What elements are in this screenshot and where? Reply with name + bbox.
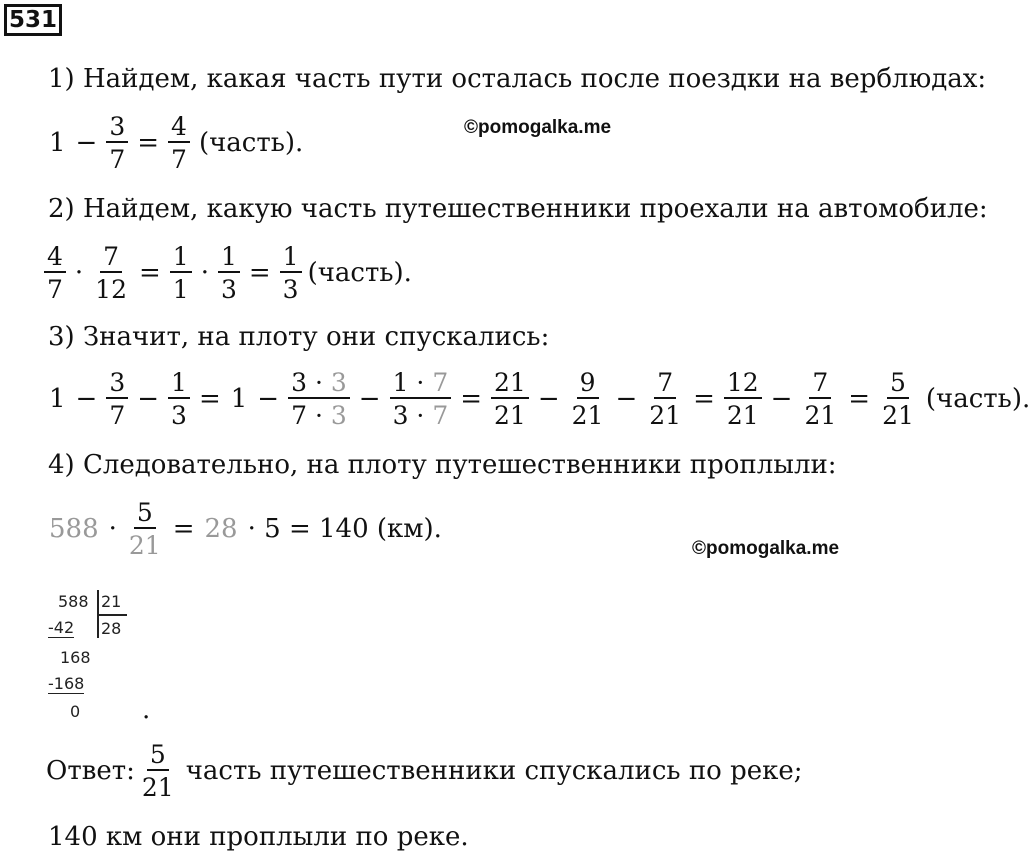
answer-text-2: 140 км они проплыли по реке. [48, 822, 469, 852]
subtrahend: -168 [48, 674, 85, 693]
dot-operator: · [74, 258, 84, 288]
answer-text: часть путешественники спускались по реке; [185, 756, 803, 786]
equals-sign: = [198, 384, 221, 414]
answer-line [46, 738, 808, 804]
fraction: $\frac{21}{21}$ [491, 370, 529, 428]
result-text: · 5 = 140 (км). [247, 514, 442, 544]
number: 1 [49, 384, 66, 414]
quotient: 28 [101, 619, 122, 638]
step4-text: 4) Следовательно, на плоту путешественники проплыли: [48, 450, 837, 480]
minus-sign: − [137, 384, 160, 414]
watermark: ©pomogalka.me [464, 117, 612, 138]
fraction: $\frac{5}{21}$ [882, 368, 914, 430]
fraction: $\frac{5}{21}$ [141, 740, 174, 802]
dot-operator: · [108, 514, 117, 544]
equals-sign: = [248, 258, 271, 288]
fraction-extended: $\frac{1 \cdot 7}{3 \cdot 7}$ [390, 370, 452, 428]
minus-sign: − [358, 384, 381, 414]
fraction: $\frac{7}{21}$ [804, 368, 837, 430]
step2-text: 2) Найдем, какую часть путешественники проехали на автомобиле: [48, 194, 988, 224]
fraction: $\frac{1}{3}$ [168, 370, 190, 428]
fraction: $\frac{1}{3}$ [280, 244, 302, 302]
watermark: ©pomogalka.me [692, 538, 840, 559]
number: 1 [49, 128, 66, 158]
fraction: $\frac{7}{12}$ [95, 242, 127, 304]
minus-sign: − [537, 384, 560, 414]
fraction: $\frac{12}{21}$ [724, 370, 762, 428]
division-line [97, 614, 127, 616]
period: . [142, 695, 151, 725]
number: 28 [204, 514, 238, 544]
fraction: $\frac{4}{7}$ [168, 114, 190, 172]
divisor: 21 [101, 592, 122, 611]
step1-text: 1) Найдем, какая часть пути осталась после поездки на верблюдах: [48, 64, 987, 94]
minus-sign: − [770, 384, 793, 414]
remainder: 0 [70, 702, 81, 721]
step3-equation [44, 366, 1035, 432]
fraction: $\frac{9}{21}$ [571, 368, 604, 430]
minus-sign: − [257, 384, 280, 414]
equals-sign: = [137, 128, 160, 158]
answer-label: Ответ: [46, 756, 135, 786]
remainder: 168 [60, 648, 91, 667]
fraction: $\frac{5}{21}$ [128, 498, 161, 560]
subtrahend: -42 [48, 618, 75, 637]
dot-operator: · [200, 258, 209, 288]
minus-sign: − [75, 128, 98, 158]
equals-sign: = [138, 258, 161, 288]
fraction: $\frac{3}{7}$ [106, 370, 128, 428]
fraction: $\frac{1}{1}$ [170, 244, 192, 302]
minus-sign: − [615, 384, 638, 414]
equals-sign: = [460, 384, 483, 414]
step4-equation [44, 496, 447, 562]
unit-text: (часть). [925, 384, 1031, 414]
minus-sign: − [75, 384, 98, 414]
fraction: $\frac{1}{3}$ [218, 244, 240, 302]
problem-number: 531 [4, 4, 62, 36]
unit-text: (часть). [198, 128, 304, 158]
equals-sign: = [172, 514, 195, 544]
fraction-extended: $\frac{3 \cdot 3}{7 \cdot 3}$ [288, 370, 350, 428]
equals-sign: = [693, 384, 715, 414]
fraction: $\frac{3}{7}$ [106, 114, 128, 172]
number: 588 [49, 514, 99, 544]
unit-text: (часть). [307, 258, 412, 288]
step3-text: 3) Значит, на плоту они спускались: [48, 322, 550, 352]
fraction: $\frac{4}{7}$ [44, 244, 66, 302]
step1-equation [44, 110, 308, 176]
number: 1 [230, 384, 248, 414]
equals-sign: = [848, 384, 871, 414]
step2-equation [40, 240, 417, 306]
dividend: 588 [58, 592, 89, 611]
fraction: $\frac{7}{21}$ [649, 368, 682, 430]
